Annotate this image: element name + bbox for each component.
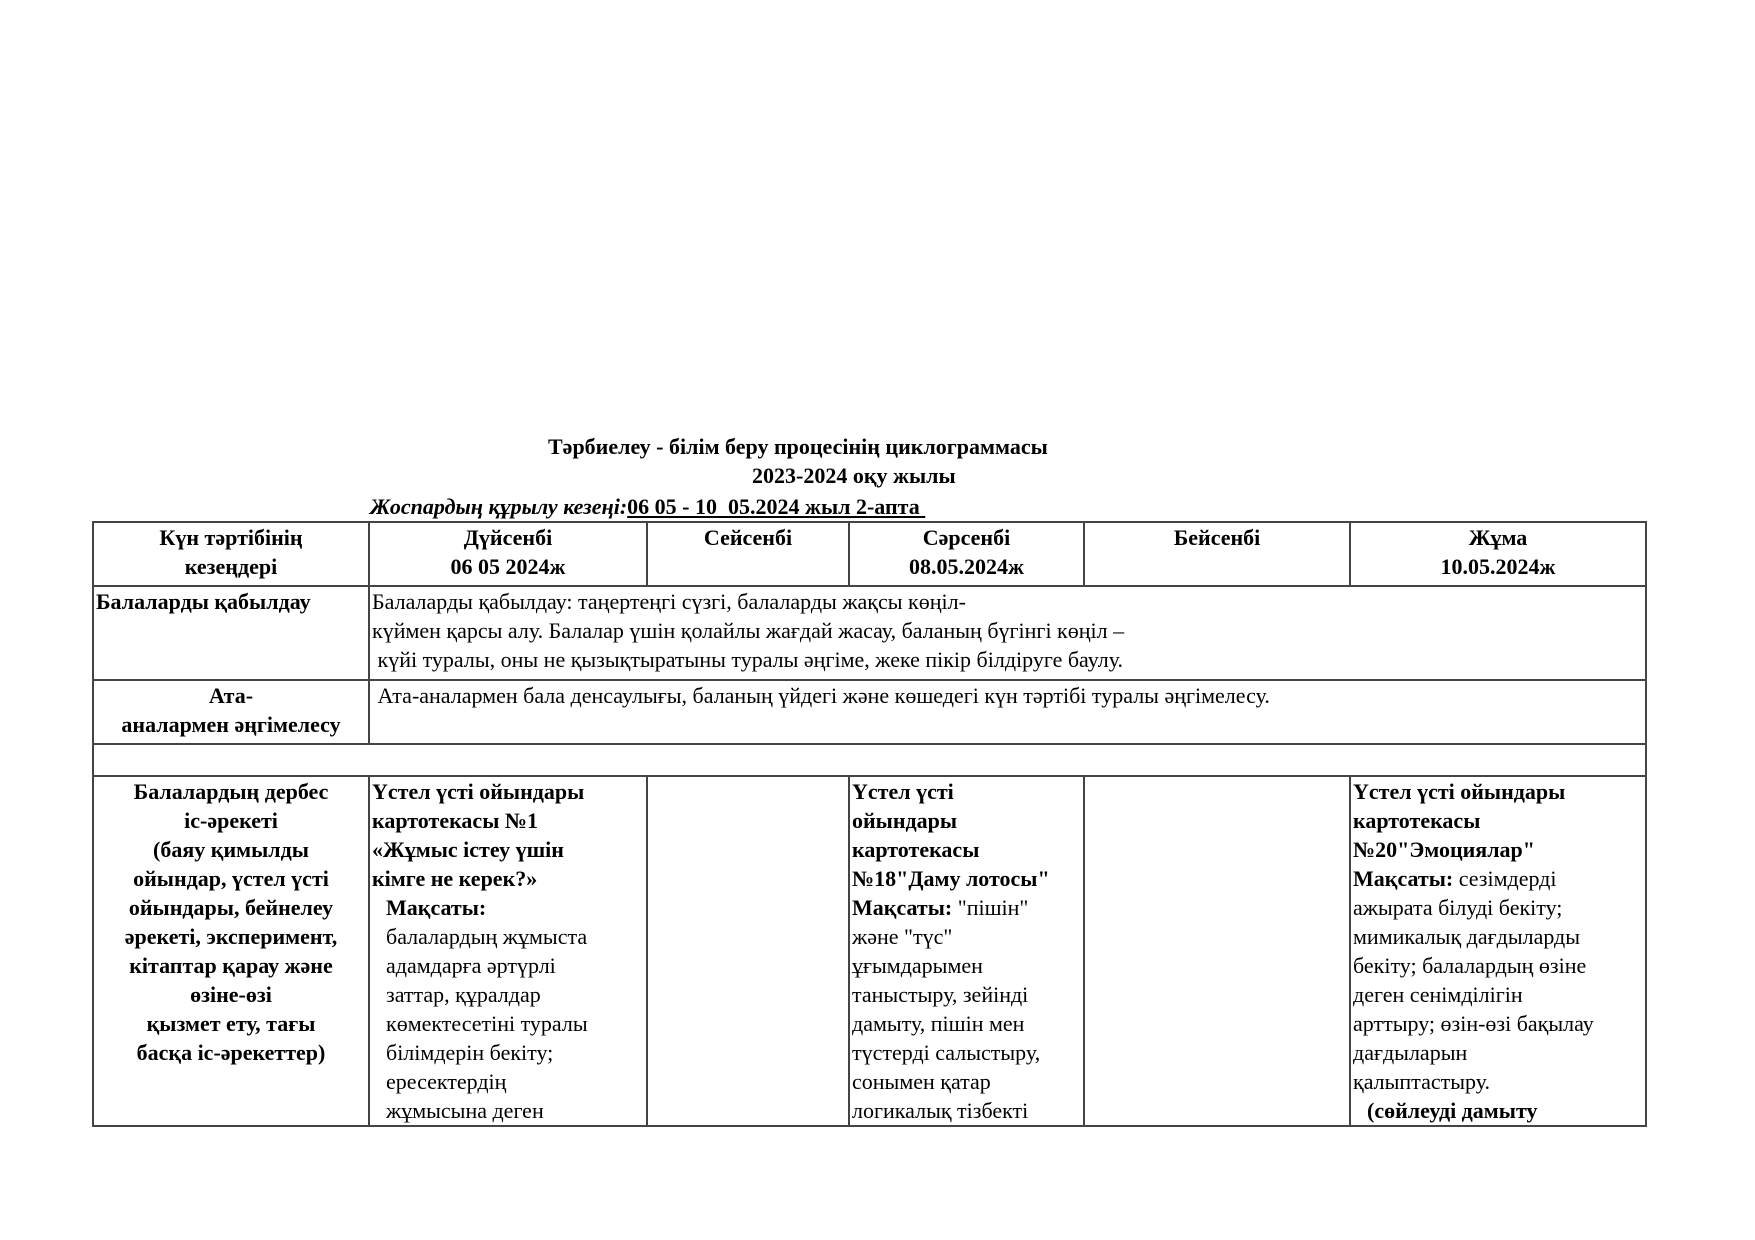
game-title-line: картотекасы: [1353, 808, 1481, 833]
stage-independent-activity: [93, 776, 369, 1126]
game-title-line: кімге не керек?»: [372, 866, 538, 891]
trailing-note: (сөйлеуді дамыту: [1367, 1098, 1538, 1123]
stage-line: (баяу қимылды: [153, 837, 309, 862]
planning-period-value: 06 05 - 10 05.2024 жыл 2-апта: [627, 494, 926, 519]
child-reception-text: Балаларды қабылдау: таңертеңгі сүзгі, балаларды жақсы көңіл- күймен қарсы алу. Балалар үшін қолайлы жағдай жасау, баланың бүгінгі көңіл – күйі туралы, оны не қызықтыратыны туралы әңгіме, жеке пікір білдіруге баулу.: [369, 586, 1646, 680]
game-title-line: Үстел үсті: [852, 779, 954, 804]
stage-line: кітаптар қарау және: [129, 953, 333, 978]
monday-activity: [369, 776, 647, 1126]
goal-line: таныстыру, зейінді: [852, 982, 1029, 1007]
header-wednesday: Сәрсенбі 08.05.2024ж: [849, 522, 1084, 586]
stage-line: әрекеті, эксперимент,: [124, 924, 338, 949]
stage-line: өзіне-өзі: [190, 982, 272, 1007]
stage-line: Балалардың дербес: [133, 779, 329, 804]
thursday-activity: [1084, 776, 1350, 1126]
goal-line: Мақсаты: "пішін": [852, 895, 1029, 920]
header-friday: Жұма 10.05.2024ж: [1350, 522, 1646, 586]
header-row: [93, 522, 1646, 586]
friday-activity: [1350, 776, 1646, 1126]
stage-child-reception: Балаларды қабылдау: [93, 586, 369, 680]
goal-line: ұғымдарымен: [852, 953, 983, 978]
parent-talks-text: Ата-аналармен бала денсаулығы, баланың үйдегі және көшедегі күн тәртібі туралы әңгімелесу.: [369, 680, 1646, 744]
goal-line: деген сенімділігін: [1353, 982, 1523, 1007]
game-title-line: «Жұмыс істеу үшін: [372, 837, 564, 862]
goal-line: заттар, құралдар: [386, 982, 541, 1007]
game-title-line: картотекасы №1: [372, 808, 538, 833]
row-independent-activity: [93, 776, 1646, 1126]
goal-label: Мақсаты:: [852, 895, 953, 920]
row-spacer: [93, 744, 1646, 776]
header-stage: Күн тәртібінің кезеңдері: [93, 522, 369, 586]
planning-period-label: Жоспардың құрылу кезеңі:: [370, 494, 628, 519]
goal-line: бекіту; балалардың өзіне: [1353, 953, 1587, 978]
game-title-line: №20"Эмоциялар": [1353, 837, 1535, 862]
title-cyclogram: Тәрбиелеу - білім беру процесінің циклограммасы: [548, 434, 1048, 459]
row-parent-talks: [93, 680, 1646, 744]
title-academic-year: 2023-2024 оқу жылы: [752, 463, 956, 488]
title-planning-period: [370, 492, 925, 521]
row-child-reception: [93, 586, 1646, 680]
schedule-table: [92, 521, 1647, 1127]
goal-line: логикалық тізбекті: [852, 1098, 1029, 1123]
goal-line: және "түс": [852, 924, 953, 949]
game-title-line: Үстел үсті ойындары: [372, 779, 585, 804]
wednesday-activity: [849, 776, 1084, 1126]
stage-line: басқа іс-әрекеттер): [136, 1040, 326, 1065]
goal-line: Мақсаты: сезімдерді: [1353, 866, 1557, 891]
stage-line: іс-әрекеті: [184, 808, 278, 833]
goal-line: ересектердің: [386, 1069, 507, 1094]
goal-line: балалардың жұмыста: [386, 924, 588, 949]
tuesday-activity: [647, 776, 849, 1126]
goal-label: Мақсаты:: [1353, 866, 1454, 891]
stage-parent-talks: Ата- аналармен әңгімелесу: [93, 680, 369, 744]
spacer-cell: [93, 744, 1646, 776]
goal-line: сонымен қатар: [852, 1069, 991, 1094]
goal-line: көмектесетіні туралы: [386, 1011, 588, 1036]
goal-label: Мақсаты:: [386, 895, 487, 920]
goal-line: дамыту, пішін мен: [852, 1011, 1025, 1036]
goal-line: қалыптастыру.: [1353, 1069, 1490, 1094]
header-tuesday: Сейсенбі: [647, 522, 849, 586]
goal-line: дағдыларын: [1353, 1040, 1468, 1065]
game-title-line: Үстел үсті ойындары: [1353, 779, 1566, 804]
game-title-line: ойындары: [852, 808, 958, 833]
stage-line: қызмет ету, тағы: [146, 1011, 316, 1036]
game-title-line: картотекасы: [852, 837, 980, 862]
goal-line: білімдерін бекіту;: [386, 1040, 554, 1065]
goal-line: түстерді салыстыру,: [852, 1040, 1041, 1065]
header-thursday: Бейсенбі: [1084, 522, 1350, 586]
goal-line: ажырата білуді бекіту;: [1353, 895, 1563, 920]
game-title-line: №18"Даму лотосы": [852, 866, 1050, 891]
goal-line: адамдарға әртүрлі: [386, 953, 556, 978]
stage-line: ойындар, үстел үсті: [133, 866, 329, 891]
goal-line: мимикалық дағдыларды: [1353, 924, 1581, 949]
goal-line: арттыру; өзін-өзі бақылау: [1353, 1011, 1594, 1036]
stage-line: ойындары, бейнелеу: [128, 895, 334, 920]
goal-line: жұмысына деген: [386, 1098, 544, 1123]
header-monday: Дүйсенбі 06 05 2024ж: [369, 522, 647, 586]
